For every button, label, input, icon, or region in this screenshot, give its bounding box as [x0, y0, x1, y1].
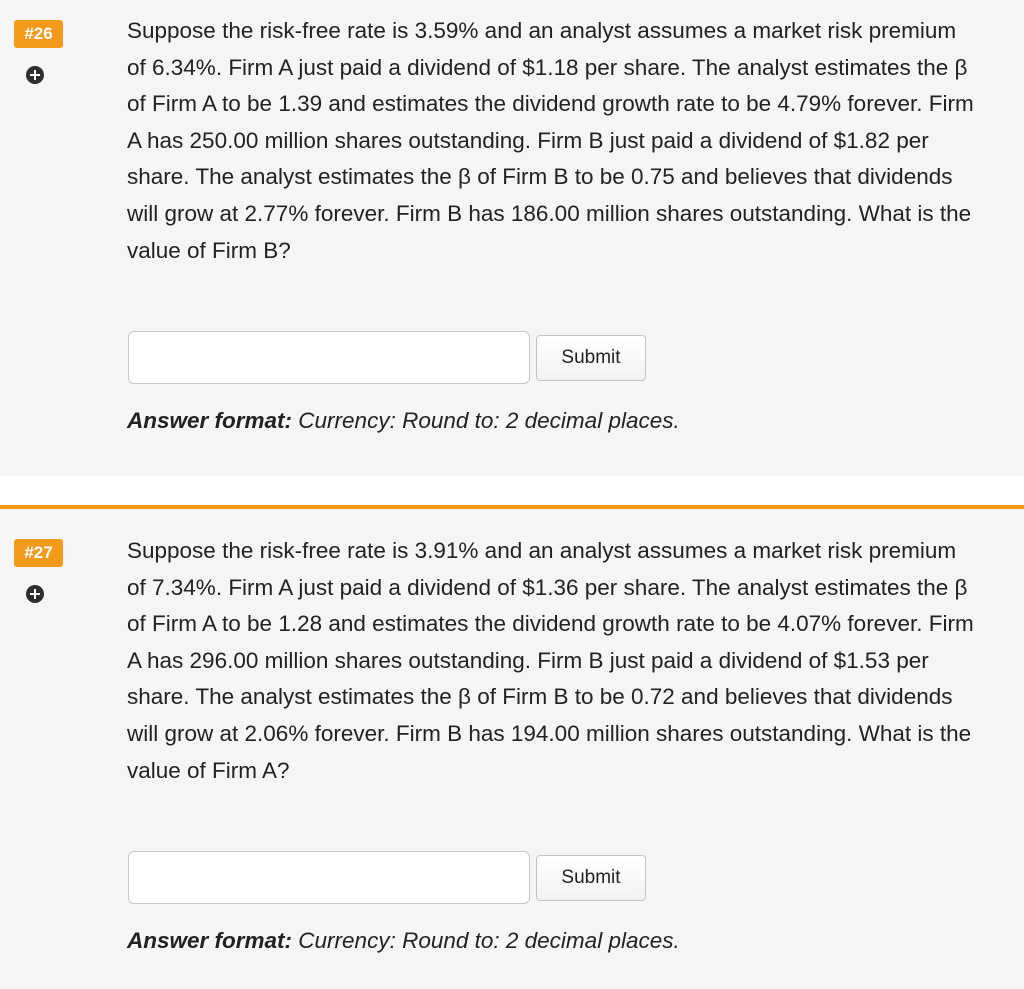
expand-plus-icon[interactable]	[26, 585, 44, 603]
answer-format	[127, 928, 680, 954]
expand-plus-icon[interactable]	[26, 66, 44, 84]
question-number-badge: #26	[14, 20, 63, 48]
submit-button[interactable]: Submit	[536, 335, 646, 381]
question-text: Suppose the risk-free rate is 3.59% and an analyst assumes a market risk premium of 6.34%. Firm A just paid a dividend of $1.18 per share. The analyst estimates the β of Firm A to be 1.39 and estimates the dividend growth rate to be 4.79% forever. Firm A has 250.00 million shares outstanding. Firm B just paid a dividend of $1.82 per share. The analyst estimates the β of Firm B to be 0.75 and believes that dividends will grow at 2.77% forever. Firm B has 186.00 million shares outstanding. What is the value of Firm B?	[127, 18, 974, 263]
question-27	[0, 505, 1024, 989]
answer-input[interactable]	[128, 851, 530, 904]
answer-format-label: Answer format:	[127, 408, 293, 433]
question-26	[0, 0, 1024, 476]
question-number-badge: #27	[14, 539, 63, 567]
answer-format	[127, 408, 680, 434]
answer-format-value: Currency: Round to: 2 decimal places.	[298, 928, 680, 953]
submit-button[interactable]: Submit	[536, 855, 646, 901]
answer-format-value: Currency: Round to: 2 decimal places.	[298, 408, 680, 433]
answer-format-label: Answer format:	[127, 928, 293, 953]
answer-input[interactable]	[128, 331, 530, 384]
question-text: Suppose the risk-free rate is 3.91% and an analyst assumes a market risk premium of 7.34%. Firm A just paid a dividend of $1.36 per share. The analyst estimates the β of Firm A to be 1.28 and estimates the dividend growth rate to be 4.07% forever. Firm A has 296.00 million shares outstanding. Firm B just paid a dividend of $1.53 per share. The analyst estimates the β of Firm B to be 0.72 and believes that dividends will grow at 2.06% forever. Firm B has 194.00 million shares outstanding. What is the value of Firm A?	[127, 538, 974, 783]
